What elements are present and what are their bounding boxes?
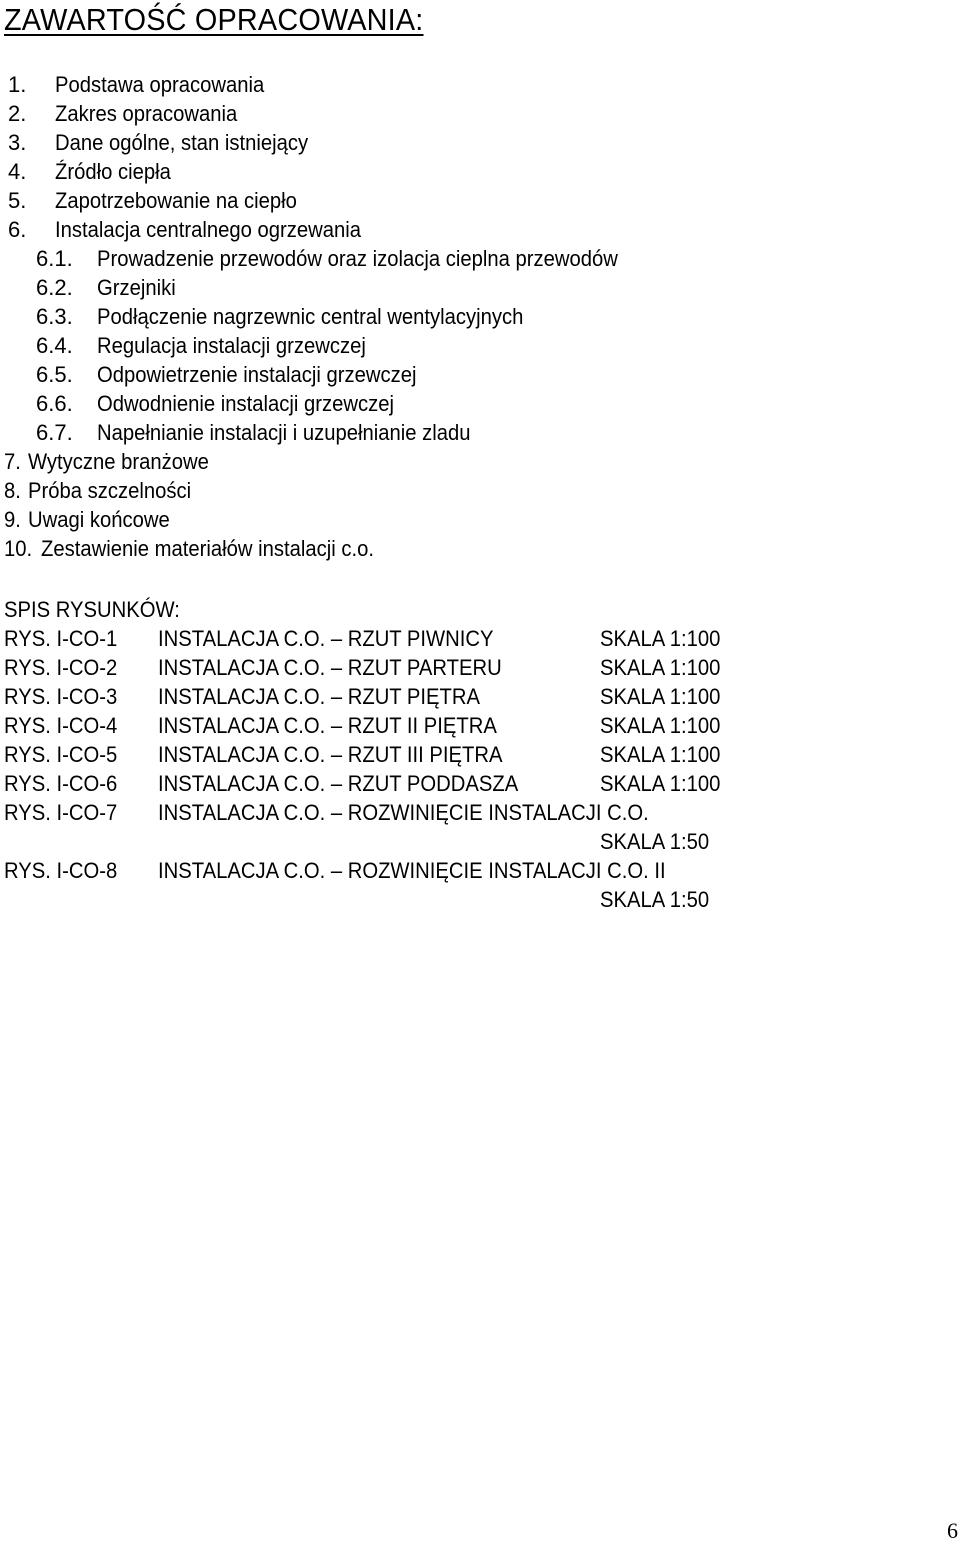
toc-item-number: 2. bbox=[8, 101, 27, 126]
drawings-heading: SPIS RYSUNKÓW: bbox=[4, 597, 180, 622]
page-number: 6 bbox=[947, 1518, 958, 1543]
toc-item-text: Prowadzenie przewodów oraz izolacja cieplna przewodów bbox=[97, 246, 618, 271]
drawing-title: INSTALACJA C.O. – ROZWINIĘCIE INSTALACJI C.O. bbox=[158, 800, 649, 825]
toc-item-number: 1. bbox=[8, 72, 27, 97]
toc-item-text: Źródło ciepła bbox=[55, 159, 171, 184]
drawing-row bbox=[0, 682, 960, 711]
drawing-scale: SKALA 1:50 bbox=[600, 887, 710, 912]
drawing-code: RYS. I-CO-4 bbox=[4, 713, 118, 738]
drawing-title: INSTALACJA C.O. – RZUT PODDASZA bbox=[158, 771, 519, 796]
toc-item-number: 6.1. bbox=[36, 246, 73, 271]
drawing-code: RYS. I-CO-5 bbox=[4, 742, 118, 767]
drawing-row bbox=[0, 740, 960, 769]
toc-item-number: 6. bbox=[8, 217, 27, 242]
toc-item-text: 9. Uwagi końcowe bbox=[4, 507, 171, 532]
toc-item-number: 6.3. bbox=[36, 304, 73, 329]
drawing-code: RYS. I-CO-1 bbox=[4, 626, 118, 651]
drawing-scale: SKALA 1:100 bbox=[600, 655, 721, 680]
drawing-row bbox=[0, 653, 960, 682]
toc-item-number: 6.6. bbox=[36, 391, 73, 416]
drawing-row bbox=[0, 769, 960, 798]
drawing-scale: SKALA 1:100 bbox=[600, 684, 721, 709]
drawing-code: RYS. I-CO-7 bbox=[4, 800, 118, 825]
toc-item-text: Grzejniki bbox=[97, 275, 176, 300]
toc-item-number: 6.7. bbox=[36, 420, 73, 445]
toc-item-number: 4. bbox=[8, 159, 27, 184]
toc-item-text: 8. Próba szczelności bbox=[4, 478, 192, 503]
toc-item-text: Dane ogólne, stan istniejący bbox=[55, 130, 309, 155]
drawing-row bbox=[0, 711, 960, 740]
toc-item-text: Odpowietrzenie instalacji grzewczej bbox=[97, 362, 417, 387]
toc-item-text: Odwodnienie instalacji grzewczej bbox=[97, 391, 395, 416]
drawing-title: INSTALACJA C.O. – RZUT II PIĘTRA bbox=[158, 713, 497, 738]
toc-item-text: Zakres opracowania bbox=[55, 101, 238, 126]
document-title: ZAWARTOŚĆ OPRACOWANIA: bbox=[4, 2, 424, 37]
toc-item-number: 6.5. bbox=[36, 362, 73, 387]
toc-item-text: Podstawa opracowania bbox=[55, 72, 265, 97]
drawing-title: INSTALACJA C.O. – RZUT PIWNICY bbox=[158, 626, 494, 651]
toc-item-text: 7. Wytyczne branżowe bbox=[4, 449, 210, 474]
drawing-code: RYS. I-CO-2 bbox=[4, 655, 118, 680]
drawing-row bbox=[0, 624, 960, 653]
drawing-code: RYS. I-CO-6 bbox=[4, 771, 118, 796]
toc-item-text: Instalacja centralnego ogrzewania bbox=[55, 217, 362, 242]
toc-item-number: 3. bbox=[8, 130, 27, 155]
drawing-scale: SKALA 1:50 bbox=[600, 829, 710, 854]
drawing-row bbox=[0, 798, 960, 854]
drawing-title: INSTALACJA C.O. – RZUT PARTERU bbox=[158, 655, 502, 680]
drawing-code: RYS. I-CO-8 bbox=[4, 858, 118, 883]
drawing-scale: SKALA 1:100 bbox=[600, 713, 721, 738]
toc-item-number: 5. bbox=[8, 188, 27, 213]
toc-item-number: 6.2. bbox=[36, 275, 73, 300]
toc-item-number: 6.4. bbox=[36, 333, 73, 358]
drawing-row bbox=[0, 856, 960, 912]
drawing-code: RYS. I-CO-3 bbox=[4, 684, 118, 709]
toc-item-text: Regulacja instalacji grzewczej bbox=[97, 333, 366, 358]
drawing-title: INSTALACJA C.O. – RZUT III PIĘTRA bbox=[158, 742, 503, 767]
toc-item-text: Zapotrzebowanie na ciepło bbox=[55, 188, 297, 213]
drawing-title: INSTALACJA C.O. – RZUT PIĘTRA bbox=[158, 684, 481, 709]
drawing-title: INSTALACJA C.O. – ROZWINIĘCIE INSTALACJI C.O. II bbox=[158, 858, 666, 883]
drawing-scale: SKALA 1:100 bbox=[600, 742, 721, 767]
drawing-scale: SKALA 1:100 bbox=[600, 771, 721, 796]
toc-item-text: 10. Zestawienie materiałów instalacji c.o. bbox=[4, 536, 374, 561]
toc-item-text: Podłączenie nagrzewnic central wentylacyjnych bbox=[97, 304, 524, 329]
drawing-scale: SKALA 1:100 bbox=[600, 626, 721, 651]
toc-item-text: Napełnianie instalacji i uzupełnianie zladu bbox=[97, 420, 471, 445]
